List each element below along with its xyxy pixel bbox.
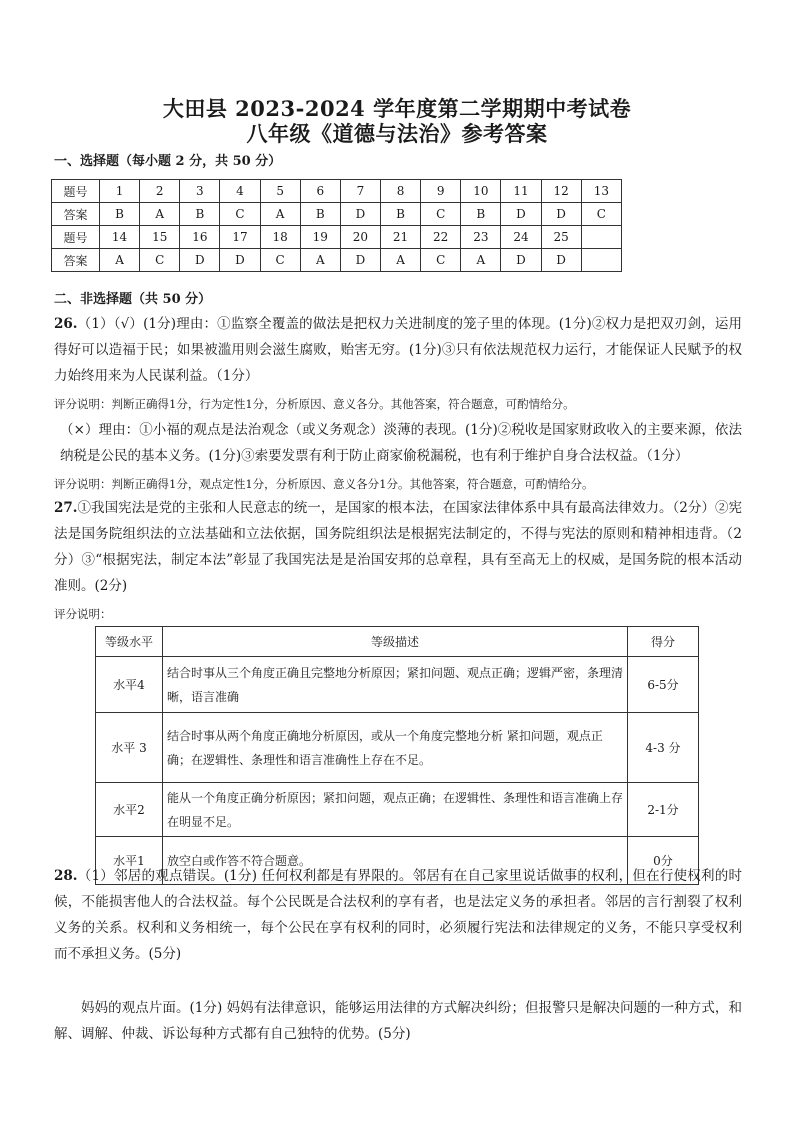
table-row <box>96 627 699 657</box>
score-cell: 4-3 分 <box>628 713 699 783</box>
table-cell: D <box>541 249 581 272</box>
description-cell: 放空白或作答不符合题意。 <box>163 837 628 885</box>
choice-answer-table <box>51 179 622 272</box>
question-number: 27. <box>54 500 78 516</box>
table-cell: 16 <box>180 226 220 249</box>
table-cell: B <box>300 203 340 226</box>
table-cell: 14 <box>100 226 140 249</box>
table-cell: A <box>260 203 300 226</box>
table-cell: B <box>380 203 420 226</box>
table-cell: 19 <box>300 226 340 249</box>
table-cell: 23 <box>461 226 501 249</box>
table-cell: C <box>581 203 621 226</box>
table-row <box>96 783 699 837</box>
table-cell: 18 <box>260 226 300 249</box>
answer-text: （1）（√）(1分)理由：①监察全覆盖的做法是把权力关进制度的笼子里的体现。(1分)②权力是把双刃剑，运用得好可以造福于民；如果被滥用则会滋生腐败，贻害无穷。(1分)③只有依法规范权力运行，才能保证人民赋予的权力始终用来为人民谋利益。（1分） <box>54 316 742 384</box>
column-header: 得分 <box>628 627 699 657</box>
table-cell: 1 <box>100 180 140 203</box>
section2-heading: 二、非选择题（共 50 分） <box>54 292 212 307</box>
column-header: 等级水平 <box>96 627 163 657</box>
table-cell: C <box>140 249 180 272</box>
table-cell: D <box>220 249 260 272</box>
table-cell: 2 <box>140 180 180 203</box>
level-cell: 水平1 <box>96 837 163 885</box>
table-cell: 24 <box>501 226 541 249</box>
q26-scoring-note-2: 评分说明：判断正确得1分，观点定性1分，分析原因、意义各分1分。其他答案，符合题意，可酌情给分。 <box>54 477 594 491</box>
table-cell: B <box>100 203 140 226</box>
description-cell: 结合时事从两个角度正确地分析原因，或从一个角度完整地分析 紧扣问题，观点正确；在逻辑性、条理性和语言准确性上存在不足。 <box>163 713 628 783</box>
table-cell: C <box>260 249 300 272</box>
q26-part2: （×）理由：①小福的观点是法治观念（或义务观念）淡薄的表现。(1分)②税收是国家财政收入的主要来源，依法纳税是公民的基本义务。(1分)③索要发票有利于防止商家偷税漏税，也有利于维护自身合法权益。（1分） <box>60 422 742 464</box>
table-cell: C <box>220 203 260 226</box>
table-cell: C <box>421 203 461 226</box>
table-row <box>96 657 699 713</box>
table-cell: 20 <box>340 226 380 249</box>
question-number: 26. <box>54 316 78 332</box>
table-cell: 7 <box>340 180 380 203</box>
table-cell: 5 <box>260 180 300 203</box>
table-cell: 10 <box>461 180 501 203</box>
table-cell: 9 <box>421 180 461 203</box>
table-cell: B <box>461 203 501 226</box>
table-row <box>52 226 622 249</box>
table-cell: A <box>300 249 340 272</box>
question-number: 28. <box>54 868 78 884</box>
table-cell: A <box>461 249 501 272</box>
score-cell: 6-5分 <box>628 657 699 713</box>
table-cell: D <box>340 203 380 226</box>
answer-text: （1）邻居的观点错误。(1分) 任何权利都是有界限的。邻居有在自己家里说话做事的权利，但在行使权利的时候，不能损害他人的合法权益。每个公民既是合法权利的享有者，也是法定义务的承担者。邻居的言行割裂了权利义务的关系。权利和义务相统一，每个公民在享有权利的同时，必须履行宪法和法律规定的义务，不能只享受权利而不承担义务。(5分) <box>54 868 742 962</box>
table-cell: 13 <box>581 180 621 203</box>
table-cell: 21 <box>380 226 420 249</box>
table-cell: C <box>421 249 461 272</box>
section1-heading: 一、选择题（每小题 2 分，共 50 分） <box>54 154 282 169</box>
q26-scoring-note-1: 评分说明：判断正确得1分，行为定性1分，分析原因、意义各分。其他答案，符合题意，可酌情给分。 <box>54 397 575 411</box>
table-cell: 8 <box>380 180 420 203</box>
table-cell <box>581 226 621 249</box>
q27-scoring-label: 评分说明： <box>54 607 112 621</box>
table-row <box>52 180 622 203</box>
document-title: 大田县 2023-2024 学年度第二学期期中考试卷 <box>162 96 632 121</box>
table-cell: D <box>340 249 380 272</box>
table-cell <box>581 249 621 272</box>
table-cell: B <box>180 203 220 226</box>
table-row <box>96 713 699 783</box>
level-cell: 水平 3 <box>96 713 163 783</box>
score-cell: 2-1分 <box>628 783 699 837</box>
table-cell: 答案 <box>52 203 100 226</box>
table-cell: A <box>380 249 420 272</box>
table-cell: A <box>100 249 140 272</box>
table-cell: 12 <box>541 180 581 203</box>
table-row <box>52 249 622 272</box>
table-cell: 3 <box>180 180 220 203</box>
table-cell: 22 <box>421 226 461 249</box>
q28-part2: 妈妈的观点片面。(1分) 妈妈有法律意识，能够运用法律的方式解决纠纷；但报警只是解决问题的一种方式，和解、调解、仲裁、诉讼每种方式都有自己独特的优势。(5分) <box>54 1000 742 1042</box>
table-cell: D <box>501 249 541 272</box>
level-cell: 水平2 <box>96 783 163 837</box>
description-cell: 结合时事从三个角度正确且完整地分析原因；紧扣问题、观点正确；逻辑严密，条理清晰，语言准确 <box>163 657 628 713</box>
q28-part1 <box>54 863 742 967</box>
table-cell: D <box>180 249 220 272</box>
answer-text: ①我国宪法是党的主张和人民意志的统一，是国家的根本法，在国家法律体系中具有最高法律效力。（2分）②宪法是国务院组织法的立法基础和立法依据，国务院组织法是根据宪法制定的，不得与宪法的原则和精神相违背。（2分）③“根据宪法，制定本法”彰显了我国宪法是是治国安邦的总章程，具有至高无上的权威，是国务院的根本活动准则。(2分) <box>54 500 742 594</box>
column-header: 等级描述 <box>163 627 628 657</box>
q27-answer <box>54 495 742 599</box>
table-cell: D <box>501 203 541 226</box>
table-cell: A <box>140 203 180 226</box>
table-cell: 答案 <box>52 249 100 272</box>
q26-part1 <box>54 311 742 389</box>
table-cell: 题号 <box>52 226 100 249</box>
description-cell: 能从一个角度正确分析原因；紧扣问题，观点正确；在逻辑性、条理性和语言准确上存在明显不足。 <box>163 783 628 837</box>
level-cell: 水平4 <box>96 657 163 713</box>
table-cell: 6 <box>300 180 340 203</box>
table-cell: 15 <box>140 226 180 249</box>
document-subtitle: 八年级《道德与法治》参考答案 <box>246 121 548 146</box>
score-cell: 0分 <box>628 837 699 885</box>
table-cell: 11 <box>501 180 541 203</box>
table-cell: 25 <box>541 226 581 249</box>
table-cell: D <box>541 203 581 226</box>
table-cell: 题号 <box>52 180 100 203</box>
table-row <box>52 203 622 226</box>
table-cell: 4 <box>220 180 260 203</box>
table-cell: 17 <box>220 226 260 249</box>
scoring-level-table <box>95 626 699 885</box>
